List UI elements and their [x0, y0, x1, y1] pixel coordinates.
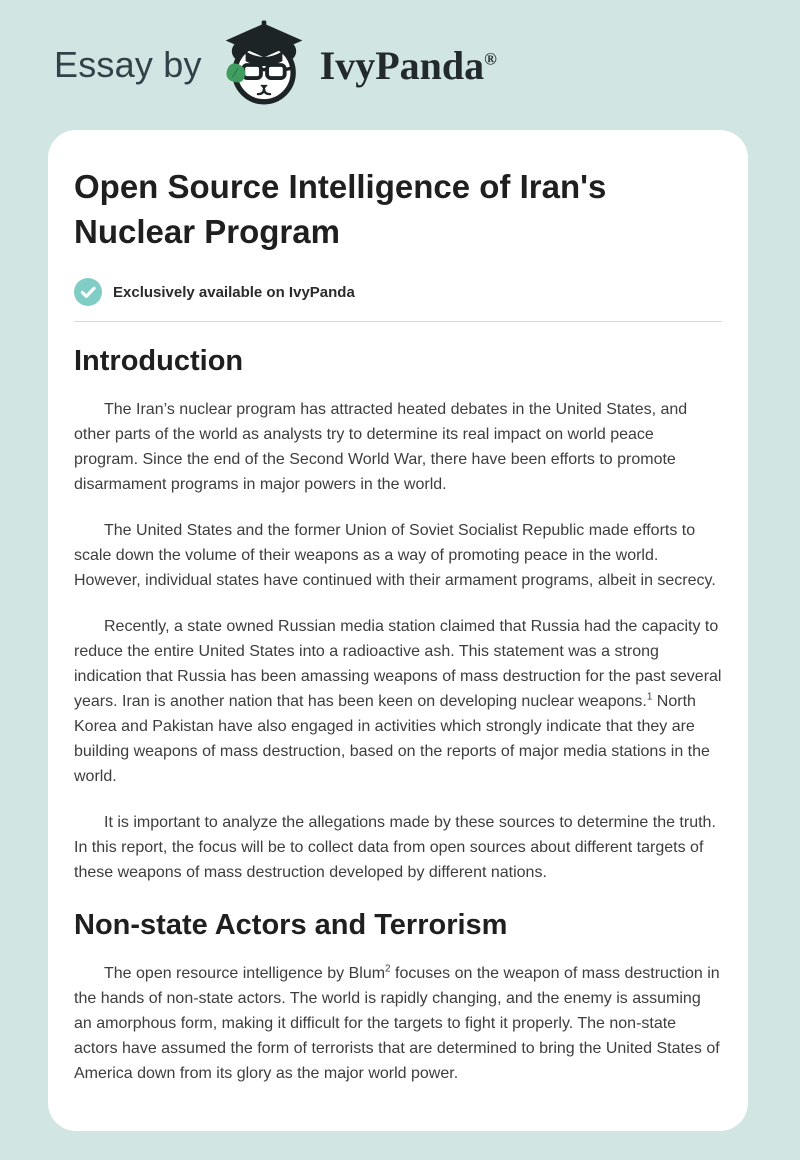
- site-header: [0, 0, 800, 130]
- nonstate-paragraph-1-text: The open resource intelligence by Blum: [104, 965, 386, 982]
- brand-text: IvyPanda: [319, 42, 485, 88]
- ivypanda-panda-logo-icon: [218, 17, 310, 113]
- intro-paragraph-2: The United States and the former Union of Soviet Socialist Republic made efforts to scale down the volume of their weapons as a way of promoting peace in the world. However, individual states have continued with their armament programs, albeit in secrecy.: [74, 522, 716, 589]
- intro-paragraph-1: The Iran’s nuclear program has attracted heated debates in the United States, and other parts of the world as analysts try to determine its real impact on world peace program. Since the end of the Second World War, there have been efforts to promote disarmament programs in major powers in the world.: [74, 401, 688, 493]
- exclusive-badge-label: Exclusively available on IvyPanda: [113, 283, 355, 301]
- intro-paragraph-4: It is important to analyze the allegations made by these sources to determine the truth. In this report, the focus will be to collect data from open sources about different targets of these weapons of mass destruction developed by different nations.: [74, 814, 716, 881]
- check-icon: [74, 278, 102, 306]
- essay-card: [48, 130, 748, 1131]
- section-nonstate-actors: [74, 906, 722, 1086]
- divider: [74, 321, 722, 322]
- footnote-reference-2: 2: [385, 963, 391, 975]
- essay-title: Open Source Intelligence of Iran's Nuclear Program: [74, 168, 607, 250]
- section-introduction: [74, 342, 722, 885]
- section-heading-introduction: Introduction: [74, 345, 244, 377]
- brand-name: [320, 42, 497, 89]
- registered-trademark-symbol: ®: [484, 49, 497, 69]
- footnote-reference-1: 1: [646, 691, 653, 703]
- intro-paragraph-3: [74, 614, 722, 789]
- intro-paragraph-3-text-after: North Korea and Pakistan have also engaged in activities which strongly indicate that they are building weapons of mass destruction, based on the reports of major media stations in the world.: [74, 693, 710, 785]
- nonstate-paragraph-1: [74, 961, 722, 1086]
- intro-paragraph-3-text: Recently, a state owned Russian media station claimed that Russia had the capacity to reduce the entire United States into a radioactive ash. This statement was a strong indication that Russia has been amassing weapons of mass destruction for the past several years. Iran is another nation that has been keen on developing nuclear weapons.: [74, 618, 722, 710]
- exclusive-badge: [74, 278, 722, 306]
- essay-by-label: Essay by: [54, 44, 202, 85]
- nonstate-paragraph-1-text-after: focuses on the weapon of mass destruction in the hands of non-state actors. The world is rapidly changing, and the enemy is assuming an amorphous form, making it difficult for the targets to fight it properly. The non-state actors have assumed the form of terrorists that are determined to bring the United States of America down from its glory as the major world power.: [74, 965, 720, 1082]
- section-heading-nonstate-actors: Non-state Actors and Terrorism: [74, 909, 508, 941]
